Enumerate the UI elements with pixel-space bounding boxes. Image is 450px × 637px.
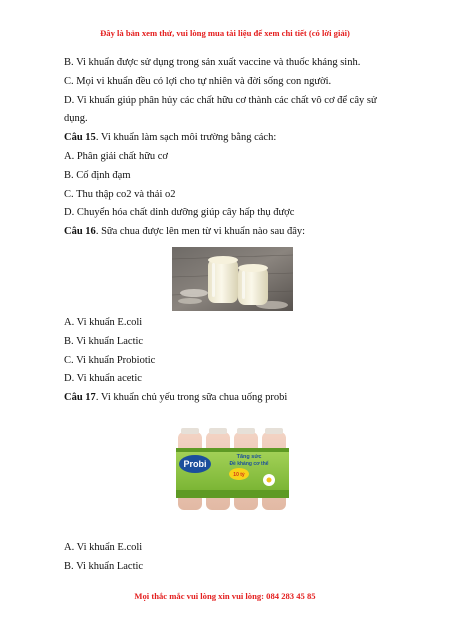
question-label: Câu 16 (64, 226, 96, 238)
header-notice: Đây là bản xem thử, vui lòng mua tài liệu để xem chi tiết (có lời giải) (100, 28, 350, 38)
option-c: C. Vi khuẩn Probiotic (64, 354, 156, 366)
question-15 (64, 129, 400, 148)
yogurt-image-wrap (64, 247, 400, 311)
question-text: . Vi khuẩn chủ yếu trong sữa chua uống probi (95, 392, 288, 404)
probi-brand-text: Probi (182, 458, 207, 469)
probi-pack-image (173, 428, 292, 514)
option-d: D. Vi khuẩn acetic (64, 373, 142, 385)
answer-line: C. Mọi vi khuẩn đều có lợi cho tự nhiên và đời sống con người. (64, 75, 332, 87)
option-b: B. Cố định đạm (64, 169, 131, 181)
footer-notice: Mọi thắc mắc vui lòng xin vui lòng: 084 283 45 85 (134, 591, 316, 601)
probi-slogan-2: Đề kháng cơ thể (228, 460, 269, 467)
question-text: . Vi khuẩn làm sạch môi trường bằng cách: (95, 132, 277, 144)
option-c: C. Thu thập co2 và thải o2 (64, 188, 176, 200)
question-label: Câu 17 (64, 392, 96, 404)
probi-image-wrap (64, 413, 400, 536)
option-d: D. Chuyển hóa chất dinh dưỡng giúp cây hấp thụ được (64, 207, 295, 219)
question-text: . Sữa chua được lên men từ vi khuẩn nào sau đây: (95, 226, 306, 238)
question-17 (64, 389, 400, 408)
option-a: A. Vi khuẩn E.coli (64, 541, 143, 553)
question-label: Câu 15 (64, 132, 96, 144)
option-a: A. Phân giải chất hữu cơ (64, 150, 168, 162)
option-b: B. Vi khuẩn Lactic (64, 335, 144, 347)
answer-line: D. Vi khuẩn giúp phân hủy các chất hữu cơ thành các chất vô cơ để cây sử dụng. (64, 94, 377, 125)
probi-tag-text: 10 tỷ (232, 471, 245, 478)
question-16 (64, 223, 400, 242)
option-a: A. Vi khuẩn E.coli (64, 316, 143, 328)
document-content (64, 54, 400, 577)
yogurt-jars-image (172, 247, 293, 311)
option-b: B. Vi khuẩn Lactic (64, 560, 144, 572)
answer-line: B. Vi khuẩn được sử dụng trong sản xuất vaccine và thuốc kháng sinh. (64, 57, 361, 68)
probi-slogan-1: Tăng sức (236, 453, 261, 460)
